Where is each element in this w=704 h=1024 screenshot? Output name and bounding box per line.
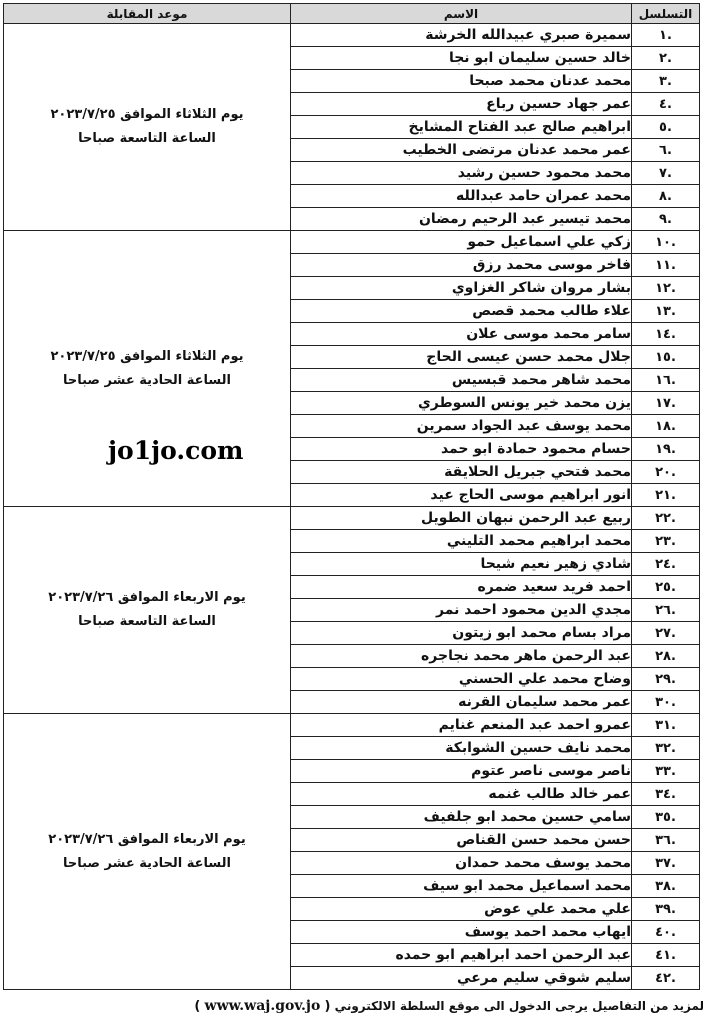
- name-cell: عمر جهاد حسين رباع: [291, 93, 632, 116]
- table-row: [4, 714, 700, 737]
- serial-cell: .٢١: [632, 484, 700, 507]
- interview-date-cell: [4, 714, 291, 990]
- serial-cell: .١: [632, 24, 700, 47]
- name-cell: محمد عدنان محمد صبحا: [291, 70, 632, 93]
- name-cell: عمرو احمد عبد المنعم غنايم: [291, 714, 632, 737]
- table-body: [4, 24, 700, 990]
- name-cell: محمد يوسف عبد الجواد سمرين: [291, 415, 632, 438]
- name-cell: جلال محمد حسن عيسى الحاج: [291, 346, 632, 369]
- name-cell: مراد بسام محمد ابو زيتون: [291, 622, 632, 645]
- header-interview-date: موعد المقابلة: [4, 4, 291, 24]
- name-cell: حسن محمد حسن القناص: [291, 829, 632, 852]
- serial-cell: .٢٩: [632, 668, 700, 691]
- name-cell: بشار مروان شاكر الغزاوي: [291, 277, 632, 300]
- serial-cell: .٣٢: [632, 737, 700, 760]
- serial-cell: .٢٣: [632, 530, 700, 553]
- interview-day-date: يوم الاربعاء الموافق ٢٠٢٣/٧/٢٦: [48, 831, 246, 847]
- name-cell: محمد ابراهيم محمد التليني: [291, 530, 632, 553]
- serial-cell: .٣٤: [632, 783, 700, 806]
- serial-cell: .٢٨: [632, 645, 700, 668]
- serial-cell: .١٩: [632, 438, 700, 461]
- name-cell: ايهاب محمد احمد يوسف: [291, 921, 632, 944]
- name-cell: محمد شاهر محمد قبسيس: [291, 369, 632, 392]
- serial-cell: .١٠: [632, 231, 700, 254]
- name-cell: ابراهيم صالح عبد الفتاح المشايخ: [291, 116, 632, 139]
- interview-day-date: يوم الثلاثاء الموافق ٢٠٢٣/٧/٢٥: [50, 107, 244, 122]
- serial-cell: .٣٥: [632, 806, 700, 829]
- header-name: الاسم: [291, 4, 632, 24]
- name-cell: سميرة صبري عبيدالله الخرشة: [291, 24, 632, 47]
- name-cell: يزن محمد خير يونس السوطري: [291, 392, 632, 415]
- name-cell: علي محمد علي عوض: [291, 898, 632, 921]
- interview-time: الساعة الحادية عشر صباحا: [62, 372, 231, 388]
- name-cell: سامي حسين محمد ابو جلفيف: [291, 806, 632, 829]
- name-cell: محمد يوسف محمد حمدان: [291, 852, 632, 875]
- name-cell: محمد محمود حسين رشيد: [291, 162, 632, 185]
- serial-cell: .١١: [632, 254, 700, 277]
- footer-close-paren: ): [194, 999, 201, 1014]
- serial-cell: .١٦: [632, 369, 700, 392]
- serial-cell: .٣٠: [632, 691, 700, 714]
- serial-cell: .٣٧: [632, 852, 700, 875]
- serial-cell: .٣٨: [632, 875, 700, 898]
- name-cell: خالد حسين سليمان ابو نجا: [291, 47, 632, 70]
- serial-cell: .٢٧: [632, 622, 700, 645]
- serial-cell: .٣٦: [632, 829, 700, 852]
- interview-time: الساعة الحادية عشر صباحا: [62, 855, 231, 871]
- name-cell: ناصر موسى ناصر عتوم: [291, 760, 632, 783]
- name-cell: مجدي الدين محمود احمد نمر: [291, 599, 632, 622]
- interview-day-date: يوم الثلاثاء الموافق ٢٠٢٣/٧/٢٥: [50, 348, 244, 364]
- name-cell: محمد نايف حسين الشوابكة: [291, 737, 632, 760]
- name-cell: عمر محمد عدنان مرتضى الخطيب: [291, 139, 632, 162]
- name-cell: محمد تيسير عبد الرحيم رمضان: [291, 208, 632, 231]
- serial-cell: .٤٢: [632, 967, 700, 990]
- name-cell: عمر محمد سليمان القرنه: [291, 691, 632, 714]
- serial-cell: .٢٦: [632, 599, 700, 622]
- serial-cell: .٩: [632, 208, 700, 231]
- serial-cell: .٢٤: [632, 553, 700, 576]
- serial-cell: .٣٣: [632, 760, 700, 783]
- schedule-sheet: [4, 3, 700, 990]
- interview-date-cell: [4, 231, 291, 507]
- table-header-row: [4, 4, 700, 24]
- serial-cell: .١٥: [632, 346, 700, 369]
- table-row: [4, 231, 700, 254]
- serial-cell: .٢: [632, 47, 700, 70]
- interview-date-cell: [4, 24, 291, 231]
- serial-cell: .١٢: [632, 277, 700, 300]
- name-cell: عبد الرحمن احمد ابراهيم ابو حمده: [291, 944, 632, 967]
- serial-cell: .٢٠: [632, 461, 700, 484]
- name-cell: زكي علي اسماعيل حمو: [291, 231, 632, 254]
- serial-cell: .٢٥: [632, 576, 700, 599]
- name-cell: عبد الرحمن ماهر محمد نجاجره: [291, 645, 632, 668]
- header-serial: التسلسل: [632, 4, 700, 24]
- footer-open-paren: (: [324, 999, 331, 1014]
- table-row: [4, 24, 700, 47]
- serial-cell: .٤٠: [632, 921, 700, 944]
- footer-text: لمزيد من التفاصيل يرجى الدخول الى موقع السلطة الالكتروني: [334, 999, 704, 1013]
- name-cell: سليم شوقي سليم مرعي: [291, 967, 632, 990]
- serial-cell: .٣: [632, 70, 700, 93]
- name-cell: حسام محمود حمادة ابو حمد: [291, 438, 632, 461]
- serial-cell: .٢٢: [632, 507, 700, 530]
- interview-schedule-table: [3, 3, 700, 990]
- name-cell: محمد فتحي جبريل الحلايقة: [291, 461, 632, 484]
- serial-cell: .١٤: [632, 323, 700, 346]
- interview-date-cell: [4, 507, 291, 714]
- serial-cell: .١٣: [632, 300, 700, 323]
- serial-cell: .٤١: [632, 944, 700, 967]
- interview-time: الساعة التاسعة صباحا: [78, 131, 216, 146]
- name-cell: احمد فريد سعيد ضمره: [291, 576, 632, 599]
- interview-time: الساعة التاسعة صباحا: [78, 614, 216, 629]
- serial-cell: .٤: [632, 93, 700, 116]
- name-cell: محمد عمران حامد عبدالله: [291, 185, 632, 208]
- name-cell: فاخر موسى محمد رزق: [291, 254, 632, 277]
- serial-cell: .١٧: [632, 392, 700, 415]
- serial-cell: .٣١: [632, 714, 700, 737]
- interview-day-date: يوم الاربعاء الموافق ٢٠٢٣/٧/٢٦: [48, 590, 246, 605]
- footer-url-link[interactable]: www.waj.gov.jo: [204, 998, 321, 1014]
- name-cell: انور ابراهيم موسى الحاج عيد: [291, 484, 632, 507]
- watermark: jo1jo.com: [108, 436, 244, 465]
- name-cell: علاء طالب محمد قصص: [291, 300, 632, 323]
- serial-cell: .٧: [632, 162, 700, 185]
- name-cell: محمد اسماعيل محمد ابو سيف: [291, 875, 632, 898]
- serial-cell: .١٨: [632, 415, 700, 438]
- serial-cell: .٣٩: [632, 898, 700, 921]
- name-cell: ربيع عبد الرحمن نبهان الطويل: [291, 507, 632, 530]
- name-cell: شادي زهير نعيم شيحا: [291, 553, 632, 576]
- name-cell: سامر محمد موسى علان: [291, 323, 632, 346]
- name-cell: وضاح محمد علي الحسني: [291, 668, 632, 691]
- serial-cell: .٨: [632, 185, 700, 208]
- name-cell: عمر خالد طالب غنمه: [291, 783, 632, 806]
- footer-note: [0, 998, 704, 1018]
- serial-cell: .٥: [632, 116, 700, 139]
- serial-cell: .٦: [632, 139, 700, 162]
- table-row: [4, 507, 700, 530]
